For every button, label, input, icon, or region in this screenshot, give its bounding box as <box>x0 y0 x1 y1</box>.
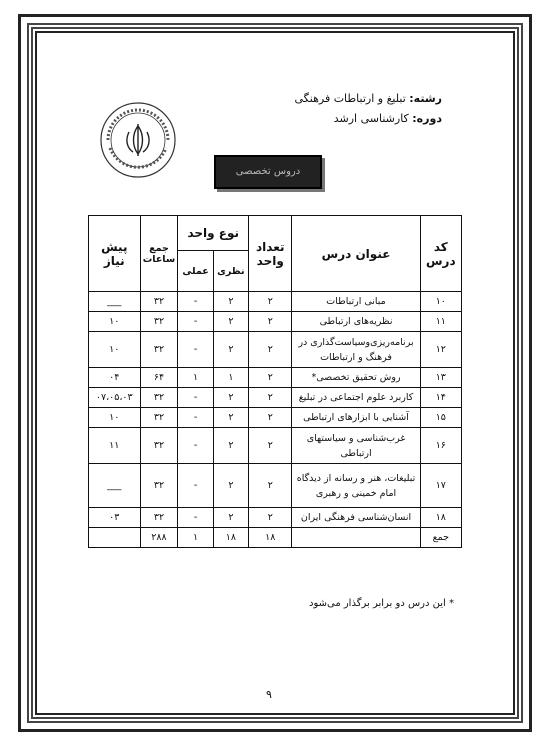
field-line <box>295 92 442 105</box>
cell-prereq: ۰۷،۰۵،۰۳ <box>89 388 141 408</box>
cell-prereq: ___ <box>89 464 141 508</box>
cell-theory: ۱ <box>213 368 248 388</box>
cell-practical: - <box>178 508 213 528</box>
total-hours: ۲۸۸ <box>140 528 178 548</box>
cell-hours: ۳۲ <box>140 332 178 368</box>
header-theory: نظری <box>213 251 248 292</box>
cell-theory: ۲ <box>213 388 248 408</box>
total-row <box>89 528 462 548</box>
cell-practical: - <box>178 388 213 408</box>
cell-practical: - <box>178 292 213 312</box>
cell-hours: ۳۲ <box>140 292 178 312</box>
cell-title: غرب‌شناسی و سیاستهای ارتباطی <box>292 428 420 464</box>
cell-practical: - <box>178 332 213 368</box>
cell-title: نظریه‌های ارتباطی <box>292 312 420 332</box>
cell-code: ۱۶ <box>420 428 461 464</box>
cell-units: ۲ <box>249 464 292 508</box>
level-label: دوره: <box>412 112 442 125</box>
cell-code: ۱۰ <box>420 292 461 312</box>
total-blank <box>292 528 420 548</box>
header-hours: جمع ساعات <box>140 216 178 292</box>
cell-title: برنامه‌ریزی‌وسیاست‌گذاری در فرهنگ و ارتباطات <box>292 332 420 368</box>
section-banner: دروس تخصصی <box>214 155 322 189</box>
cell-prereq: ۰۳ <box>89 508 141 528</box>
cell-prereq: ۱۰ <box>89 408 141 428</box>
header-prereq: پیش نیاز <box>89 216 141 292</box>
table-header-row <box>89 216 462 251</box>
level-line <box>334 112 442 125</box>
table-row <box>89 408 462 428</box>
field-label: رشته: <box>409 92 442 105</box>
header-code: کد درس <box>420 216 461 292</box>
table-row <box>89 508 462 528</box>
field-value: تبلیغ و ارتباطات فرهنگی <box>294 92 406 105</box>
cell-theory: ۲ <box>213 332 248 368</box>
header-units: تعداد واحد <box>249 216 292 292</box>
cell-title: انسان‌شناسی فرهنگی ایران <box>292 508 420 528</box>
cell-theory: ۲ <box>213 292 248 312</box>
table-row <box>89 292 462 312</box>
cell-prereq: ۱۰ <box>89 332 141 368</box>
cell-title: کاربرد علوم اجتماعی در تبلیغ <box>292 388 420 408</box>
cell-hours: ۳۲ <box>140 408 178 428</box>
total-prereq <box>89 528 141 548</box>
level-value: کارشناسی ارشد <box>333 112 409 125</box>
cell-prereq: ۱۰ <box>89 312 141 332</box>
table-row <box>89 464 462 508</box>
header-title: عنوان درس <box>292 216 420 292</box>
cell-prereq: ۱۱ <box>89 428 141 464</box>
cell-theory: ۲ <box>213 464 248 508</box>
total-theory: ۱۸ <box>213 528 248 548</box>
cell-hours: ۳۲ <box>140 464 178 508</box>
header-unit-type: نوع واحد <box>178 216 249 251</box>
cell-title: تبلیغات، هنر و رسانه از دیدگاه امام خمینی و رهبری <box>292 464 420 508</box>
cell-code: ۱۷ <box>420 464 461 508</box>
course-table <box>88 215 462 548</box>
cell-units: ۲ <box>249 332 292 368</box>
cell-hours: ۳۲ <box>140 388 178 408</box>
cell-practical: - <box>178 408 213 428</box>
page-number: ۹ <box>266 688 272 701</box>
cell-title: روش تحقیق تخصصی* <box>292 368 420 388</box>
header-practical: عملی <box>178 251 213 292</box>
cell-units: ۲ <box>249 428 292 464</box>
table-row <box>89 312 462 332</box>
cell-hours: ۳۲ <box>140 312 178 332</box>
cell-theory: ۲ <box>213 428 248 464</box>
footnote: * این درس دو برابر برگذار می‌شود <box>308 598 454 609</box>
cell-units: ۲ <box>249 508 292 528</box>
cell-code: ۱۵ <box>420 408 461 428</box>
cell-practical: - <box>178 428 213 464</box>
table-row <box>89 332 462 368</box>
cell-code: ۱۲ <box>420 332 461 368</box>
cell-practical: ۱ <box>178 368 213 388</box>
total-practical: ۱ <box>178 528 213 548</box>
cell-theory: ۲ <box>213 312 248 332</box>
cell-practical: - <box>178 464 213 508</box>
cell-units: ۲ <box>249 408 292 428</box>
total-label: جمع <box>420 528 461 548</box>
cell-title: آشنایی با ابزارهای ارتباطی <box>292 408 420 428</box>
cell-hours: ۳۲ <box>140 508 178 528</box>
cell-prereq: ___ <box>89 292 141 312</box>
cell-hours: ۳۲ <box>140 428 178 464</box>
cell-theory: ۲ <box>213 508 248 528</box>
cell-code: ۱۴ <box>420 388 461 408</box>
cell-units: ۲ <box>249 292 292 312</box>
table-row <box>89 428 462 464</box>
emblem-seal-icon <box>98 100 178 180</box>
cell-code: ۱۸ <box>420 508 461 528</box>
cell-units: ۲ <box>249 312 292 332</box>
cell-hours: ۶۴ <box>140 368 178 388</box>
table-row <box>89 388 462 408</box>
cell-prereq: ۰۴ <box>89 368 141 388</box>
cell-code: ۱۱ <box>420 312 461 332</box>
table-row <box>89 368 462 388</box>
cell-units: ۲ <box>249 368 292 388</box>
cell-code: ۱۳ <box>420 368 461 388</box>
total-units: ۱۸ <box>249 528 292 548</box>
cell-practical: - <box>178 312 213 332</box>
cell-theory: ۲ <box>213 408 248 428</box>
cell-title: مبانی ارتباطات <box>292 292 420 312</box>
cell-units: ۲ <box>249 388 292 408</box>
